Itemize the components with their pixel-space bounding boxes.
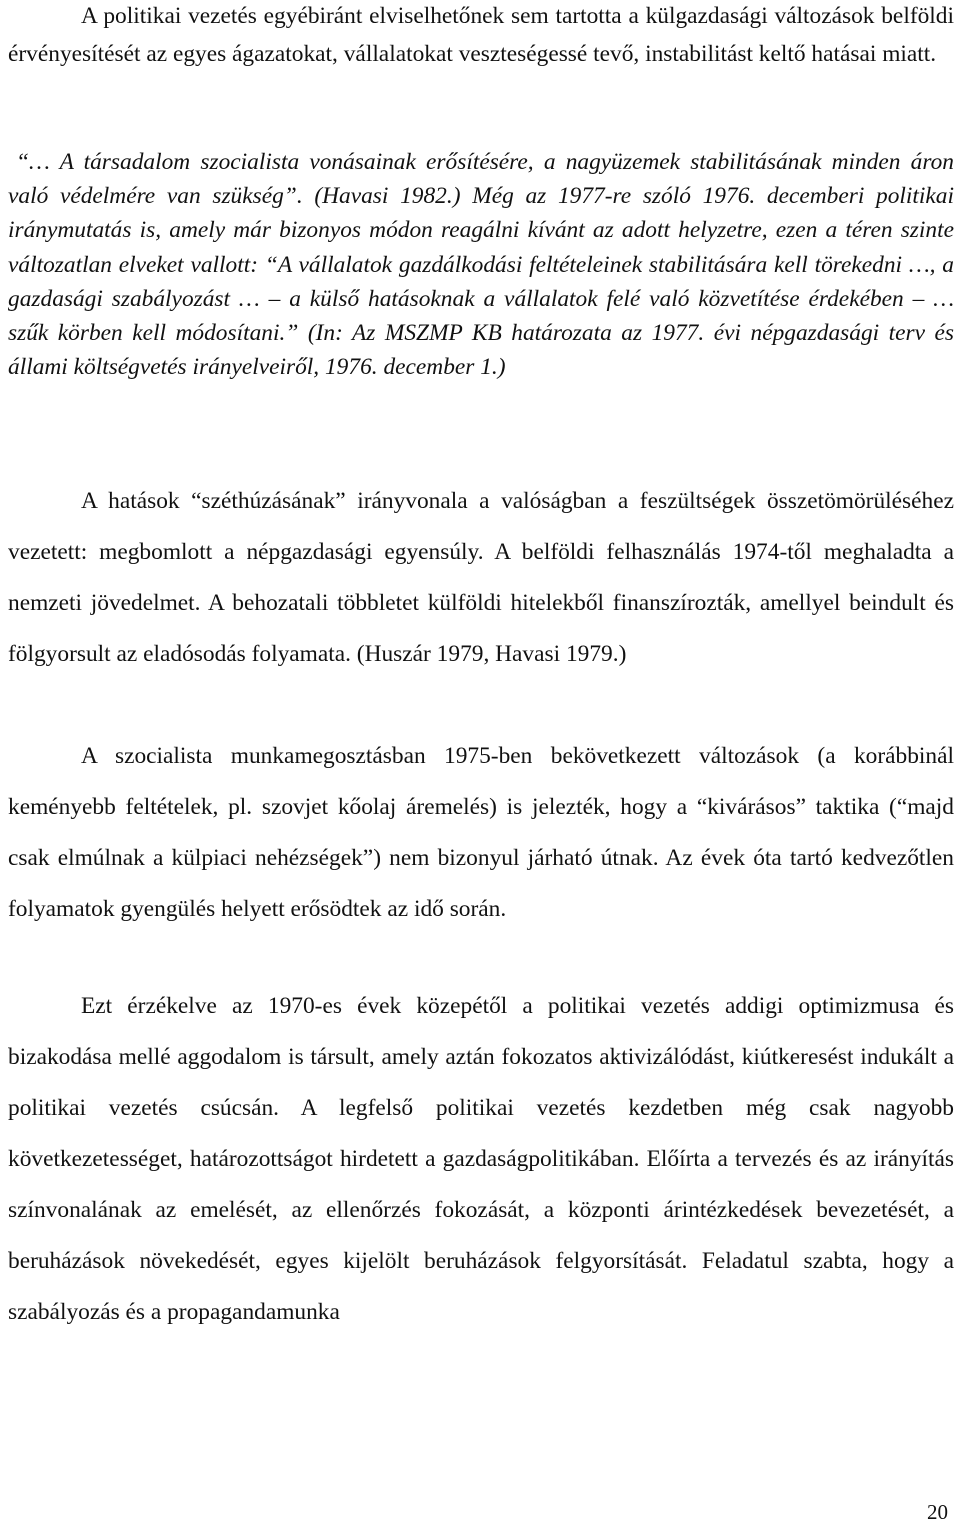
page-number: 20 (927, 1500, 948, 1524)
paragraph-political-leadership: Ezt érzékelve az 1970-es évek közepétől a politikai vezetés addigi optimizmusa és bizakodása mellé aggodalom is társult, amely aztán fokozatos aktivizálódást, kiútkeresést indukált a politikai vezetés csúcsán. A legfelső politikai vezetés kezdetben még csak nagyobb következetességet, határozottságot hirdetett a gazdaságpolitikában. Előírta a tervezés és az irányítás színvonalának az emelését, az ellenőrzés fokozását, a központi árintézkedések bevezetését, a beruházások növekedését, egyes kijelölt beruházások felgyorsítását. Feladatul szabta, hogy a szabályozás és a propagandamunka (8, 993, 954, 1325)
paragraph-intro: A politikai vezetés egyébiránt elviselhetőnek sem tartotta a külgazdasági változások belföldi érvényesítését az egyes ágazatokat, vállalatokat veszteségessé tevő, instabilitást keltő hatásai miatt. (8, 3, 954, 67)
paragraph-tensions: A hatások “széthúzásának” irányvonala a valóságban a feszültségek összetömörüléséhez vezetett: megbomlott a népgazdasági egyensúly. A belföldi felhasználás 1974-től meghaladta a nemzeti jövedelmet. A behozatali többletet külföldi hitelekből finanszírozták, amellyel beindult és fölgyorsult az eladósodás folyamata. (Huszár 1979, Havasi 1979.) (8, 488, 954, 667)
quotation-block (8, 145, 954, 384)
quotation-text: “… A társadalom szocialista vonásainak erősítésére, a nagyüzemek stabilitásának minden áron való védelmére van szükség”. (Havasi 1982.) Még az 1977-re szóló 1976. decemberi politikai iránymutatás is, amely már bizonyos módon reagálni kívánt az adott helyzetre, ezen a téren szinte változatlan elveket vallott: “A vállalatok gazdálkodási feltételeinek stabilitására kell törekedni …, a gazdasági szabályozást … – a külső hatásoknak a vállalatok felé való közvetítése érdekében – … szűk körben kell módosítani.” (In: Az MSZMP KB határozata az 1977. évi népgazdasági terv és állami költségvetés irányelveiről, 1976. december 1.) (8, 149, 954, 381)
paragraph-division-of-labour: A szocialista munkamegosztásban 1975-ben bekövetkezett változások (a korábbinál keményebb feltételek, pl. szovjet kőolaj áremelés) is jelezték, hogy a “kivárásos” taktika (“majd csak elmúlnak a külpiaci nehézségek”) nem bizonyul járható útnak. Az évek óta tartó kedvezőtlen folyamatok gyengülés helyett erősödtek az idő során. (8, 743, 954, 922)
